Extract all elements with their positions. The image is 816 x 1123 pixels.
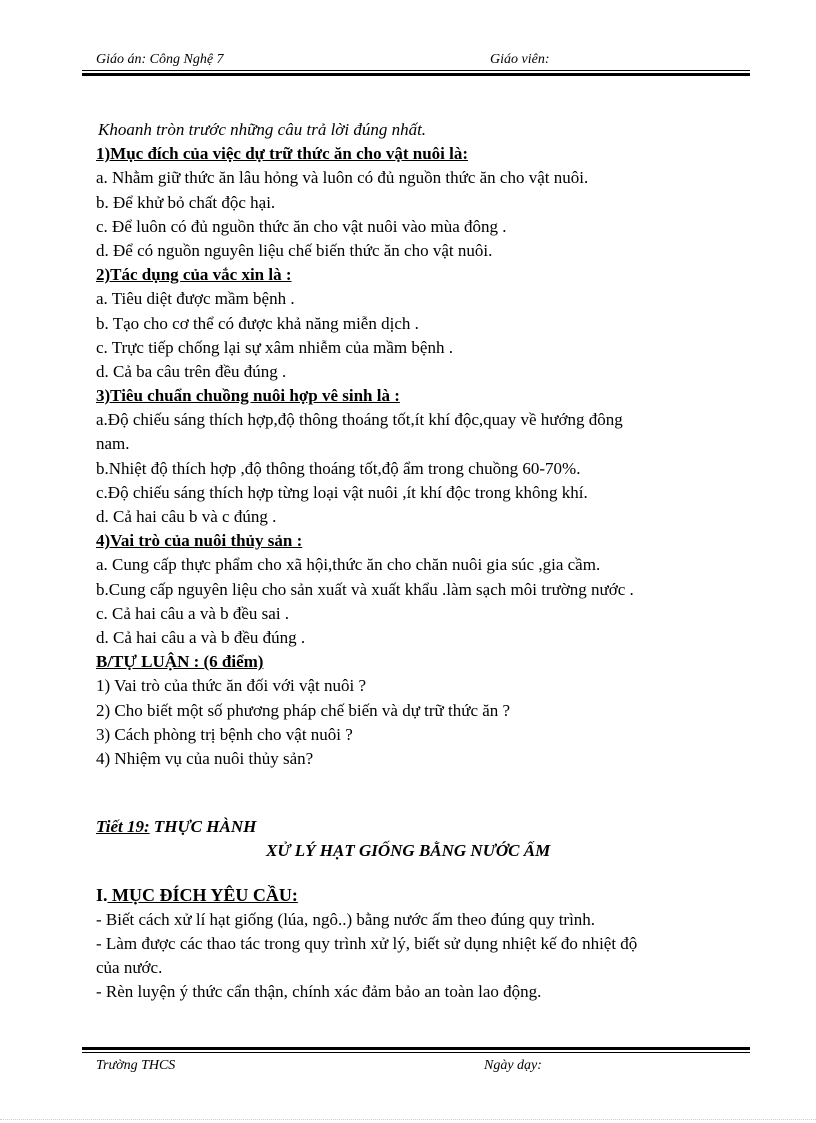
question-1-title: 1)Mục đích của việc dự trữ thức ăn cho vật nuôi là:: [96, 144, 469, 164]
q3-option-a: a.Độ chiếu sáng thích hợp,độ thông thoáng tốt,ít khí độc,quay về hướng đông: [96, 410, 623, 430]
header-rule-thin: [82, 70, 750, 71]
lesson-title: THỰC HÀNH: [149, 817, 257, 837]
question-4-title: 4)Vai trò của nuôi thủy sản :: [96, 531, 303, 551]
q3-option-c: c.Độ chiếu sáng thích hợp từng loại vật nuôi ,ít khí độc trong không khí.: [96, 482, 588, 502]
part-b-title: B/TỰ LUẬN : (6 điểm): [96, 652, 264, 672]
section-1-line: - Làm được các thao tác trong quy trình xử lý, biết sử dụng nhiệt kế đo nhiệt độ: [96, 933, 638, 953]
section-1-line: - Rèn luyện ý thức cẩn thận, chính xác đảm bảo an toàn lao động.: [96, 982, 542, 1002]
essay-question: 2) Cho biết một số phương pháp chế biến và dự trữ thức ăn ?: [96, 700, 511, 720]
header-right: Giáo viên:: [490, 52, 550, 67]
lesson-subtitle: XỬ LÝ HẠT GIỐNG BẰNG NƯỚC ẤM: [266, 841, 551, 861]
essay-question: 1) Vai trò của thức ăn đối với vật nuôi ?: [96, 676, 366, 696]
question-3-title: 3)Tiêu chuẩn chuồng nuôi hợp vê sinh là :: [96, 386, 400, 406]
q4-option-d: d. Cả hai câu a và b đều đúng .: [96, 627, 306, 647]
lesson-heading: [96, 815, 736, 839]
section-1-title: MỤC ĐÍCH YÊU CẦU:: [107, 885, 298, 906]
section-1-heading: [96, 883, 736, 907]
header-left: Giáo án: Công Nghệ 7: [96, 52, 224, 67]
footer-left: Trường THCS: [96, 1058, 176, 1073]
question-2-title: 2)Tác dụng của vắc xin là :: [96, 265, 292, 285]
section-1-number: I.: [96, 885, 108, 906]
section-1-line: - Biết cách xử lí hạt giống (lúa, ngô..) bằng nước ấm theo đúng quy trình.: [96, 909, 596, 929]
q1-option-c: c. Để luôn có đủ nguồn thức ăn cho vật nuôi vào mùa đông .: [96, 216, 507, 236]
q4-option-c: c. Cả hai câu a và b đều sai .: [96, 603, 290, 623]
q3-option-a-cont: nam.: [96, 434, 130, 454]
section-1-line: của nước.: [96, 958, 163, 977]
footer-rule-thin: [82, 1052, 750, 1053]
q1-option-b: b. Để khử bỏ chất độc hại.: [96, 192, 276, 212]
q2-option-d: d. Cả ba câu trên đều đúng .: [96, 361, 287, 381]
essay-question: 3) Cách phòng trị bệnh cho vật nuôi ?: [96, 724, 353, 744]
q2-option-c: c. Trực tiếp chống lại sự xâm nhiễm của mầm bệnh .: [96, 337, 453, 357]
footer-rule-thick: [82, 1047, 750, 1050]
q3-option-b: b.Nhiệt độ thích hợp ,độ thông thoáng tốt,độ ẩm trong chuồng 60-70%.: [96, 458, 581, 478]
q4-option-a: a. Cung cấp thực phẩm cho xã hội,thức ăn cho chăn nuôi gia súc ,gia cầm.: [96, 555, 601, 575]
instruction: Khoanh tròn trước những câu trả lời đúng nhất.: [98, 120, 427, 139]
page-bottom-dotted-line: [0, 1119, 816, 1120]
q2-option-b: b. Tạo cho cơ thể có được khả năng miễn dịch .: [96, 313, 419, 333]
lesson-label: Tiết 19:: [96, 817, 150, 837]
header-rule-thick: [82, 73, 750, 76]
q1-option-d: d. Để có nguồn nguyên liệu chế biến thức ăn cho vật nuôi.: [96, 240, 493, 260]
footer-right: Ngày dạy:: [484, 1058, 542, 1073]
q1-option-a: a. Nhằm giữ thức ăn lâu hỏng và luôn có đủ nguồn thức ăn cho vật nuôi.: [96, 168, 589, 188]
page-body: [96, 118, 736, 1004]
q2-option-a: a. Tiêu diệt được mầm bệnh .: [96, 289, 295, 309]
essay-question: 4) Nhiệm vụ của nuôi thủy sản?: [96, 748, 314, 768]
q4-option-b: b.Cung cấp nguyên liệu cho sản xuất và xuất khẩu .làm sạch môi trường nước .: [96, 579, 634, 599]
q3-option-d: d. Cả hai câu b và c đúng .: [96, 507, 277, 526]
